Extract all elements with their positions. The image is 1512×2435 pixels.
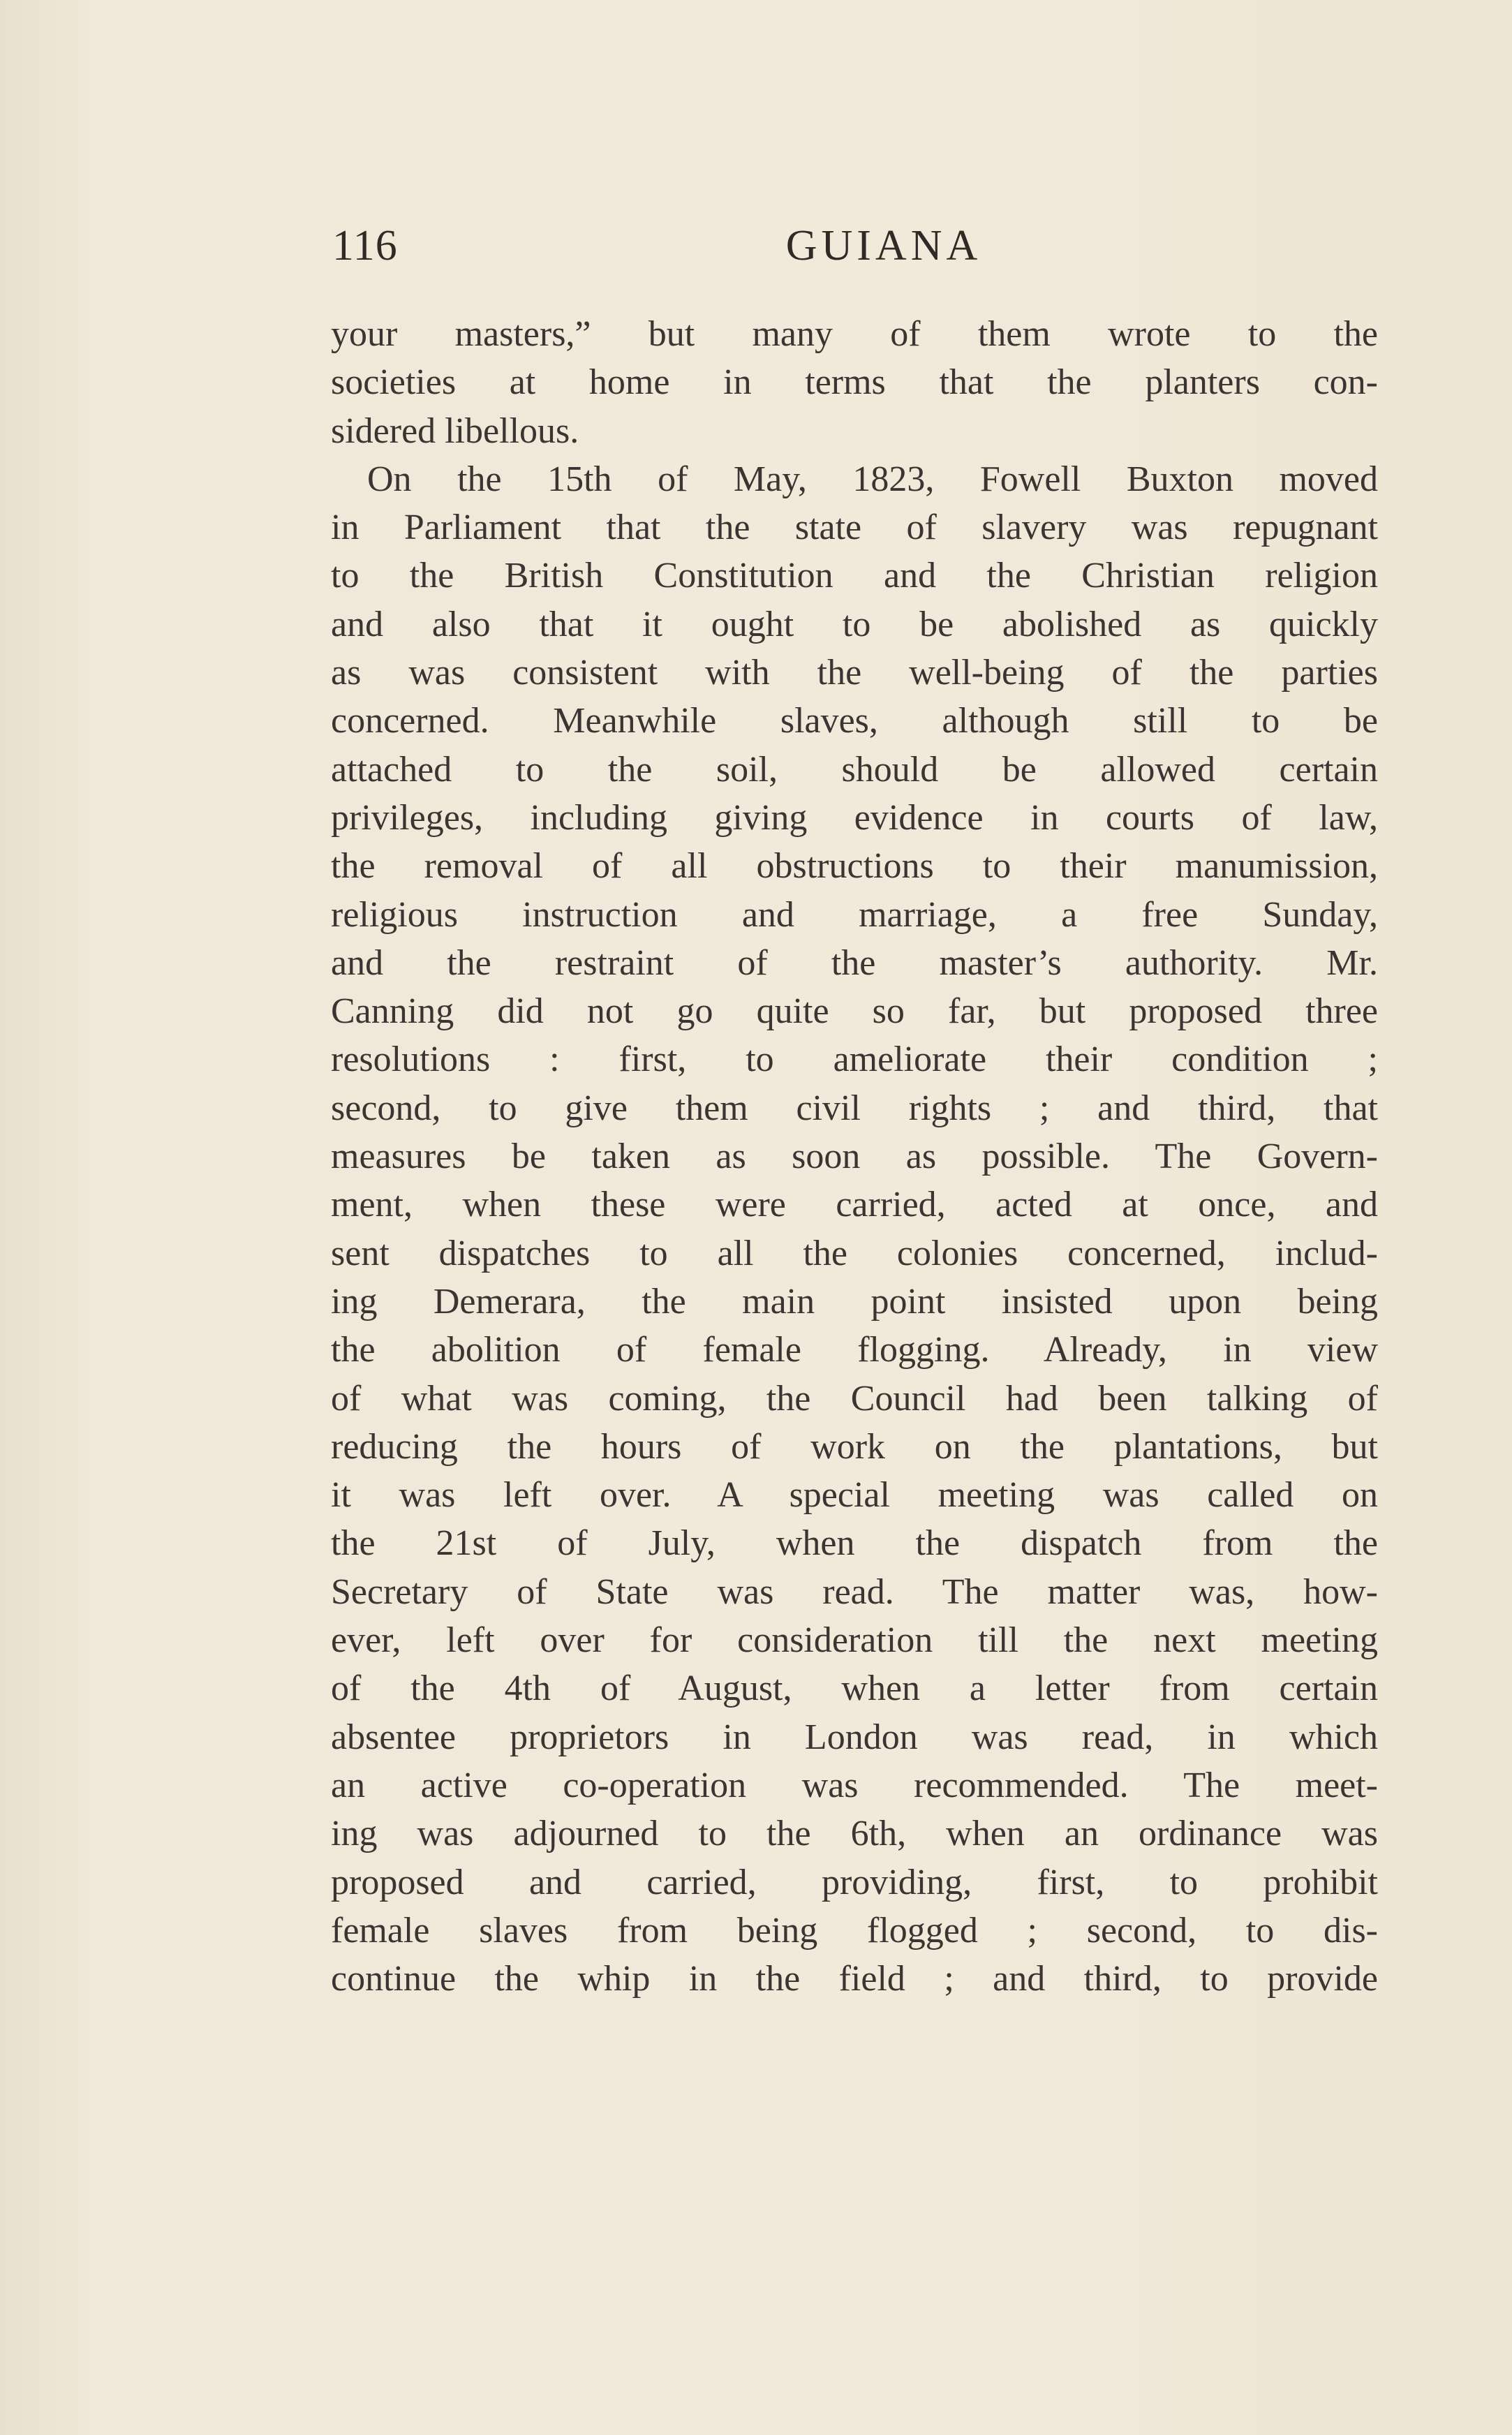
text-line: privileges, including giving evidence in courts of law, [331, 797, 1378, 838]
running-title: GUIANA [785, 222, 982, 269]
text-line: societies at home in terms that the planters con- [331, 362, 1378, 403]
text-line: On the 15th of May, 1823, Fowell Buxton moved [367, 459, 1378, 499]
text-line: ment, when these were carried, acted at once, and [331, 1185, 1378, 1225]
text-line: attached to the soil, should be allowed certain [331, 749, 1378, 790]
text-line: female slaves from being flogged ; second, to dis- [331, 1910, 1378, 1951]
text-line: ing Demerara, the main point insisted upon being [331, 1281, 1378, 1322]
text-line: Canning did not go quite so far, but proposed three [331, 991, 1378, 1032]
text-line: Secretary of State was read. The matter was, how- [331, 1571, 1378, 1612]
running-head [332, 218, 1375, 274]
text-line: proposed and carried, providing, first, to prohibit [331, 1862, 1378, 1902]
text-line: measures be taken as soon as possible. The Govern- [331, 1137, 1378, 1177]
text-line: sidered libellous. [331, 410, 579, 451]
text-line: and also that it ought to be abolished as quickly [331, 604, 1378, 644]
page-number: 116 [332, 222, 398, 269]
body-text [331, 310, 1378, 2003]
text-line: in Parliament that the state of slavery was repugnant [331, 508, 1378, 548]
text-line: resolutions : first, to ameliorate their condition ; [331, 1039, 1378, 1080]
text-line: concerned. Meanwhile slaves, although still to be [331, 701, 1378, 741]
text-line: ever, left over for consideration till the next meeting [331, 1620, 1378, 1661]
text-line: continue the whip in the field ; and third, to provide [331, 1959, 1378, 1999]
text-line: and the restraint of the master’s authority. Mr. [331, 942, 1378, 983]
text-line: to the British Constitution and the Christian religion [331, 556, 1378, 596]
text-line: religious instruction and marriage, a free Sunday, [331, 894, 1378, 935]
text-line: reducing the hours of work on the plantations, but [331, 1426, 1378, 1467]
text-line: ing was adjourned to the 6th, when an ordinance was [331, 1814, 1378, 1854]
text-line: sent dispatches to all the colonies concerned, includ- [331, 1233, 1378, 1273]
text-line: the removal of all obstructions to their manumission, [331, 846, 1378, 887]
text-line: the abolition of female flogging. Already, in view [331, 1330, 1378, 1370]
text-line: of the 4th of August, when a letter from certain [331, 1668, 1378, 1709]
text-line: it was left over. A special meeting was called on [331, 1475, 1378, 1516]
text-line: an active co-operation was recommended. The meet- [331, 1765, 1378, 1805]
text-line: of what was coming, the Council had been talking of [331, 1378, 1378, 1419]
text-line: as was consistent with the well-being of the parties [331, 653, 1378, 693]
text-line: the 21st of July, when the dispatch from the [331, 1523, 1378, 1564]
text-line: your masters,” but many of them wrote to the [331, 314, 1378, 354]
text-line: absentee proprietors in London was read, in which [331, 1717, 1378, 1757]
text-line: second, to give them civil rights ; and third, that [331, 1088, 1378, 1128]
